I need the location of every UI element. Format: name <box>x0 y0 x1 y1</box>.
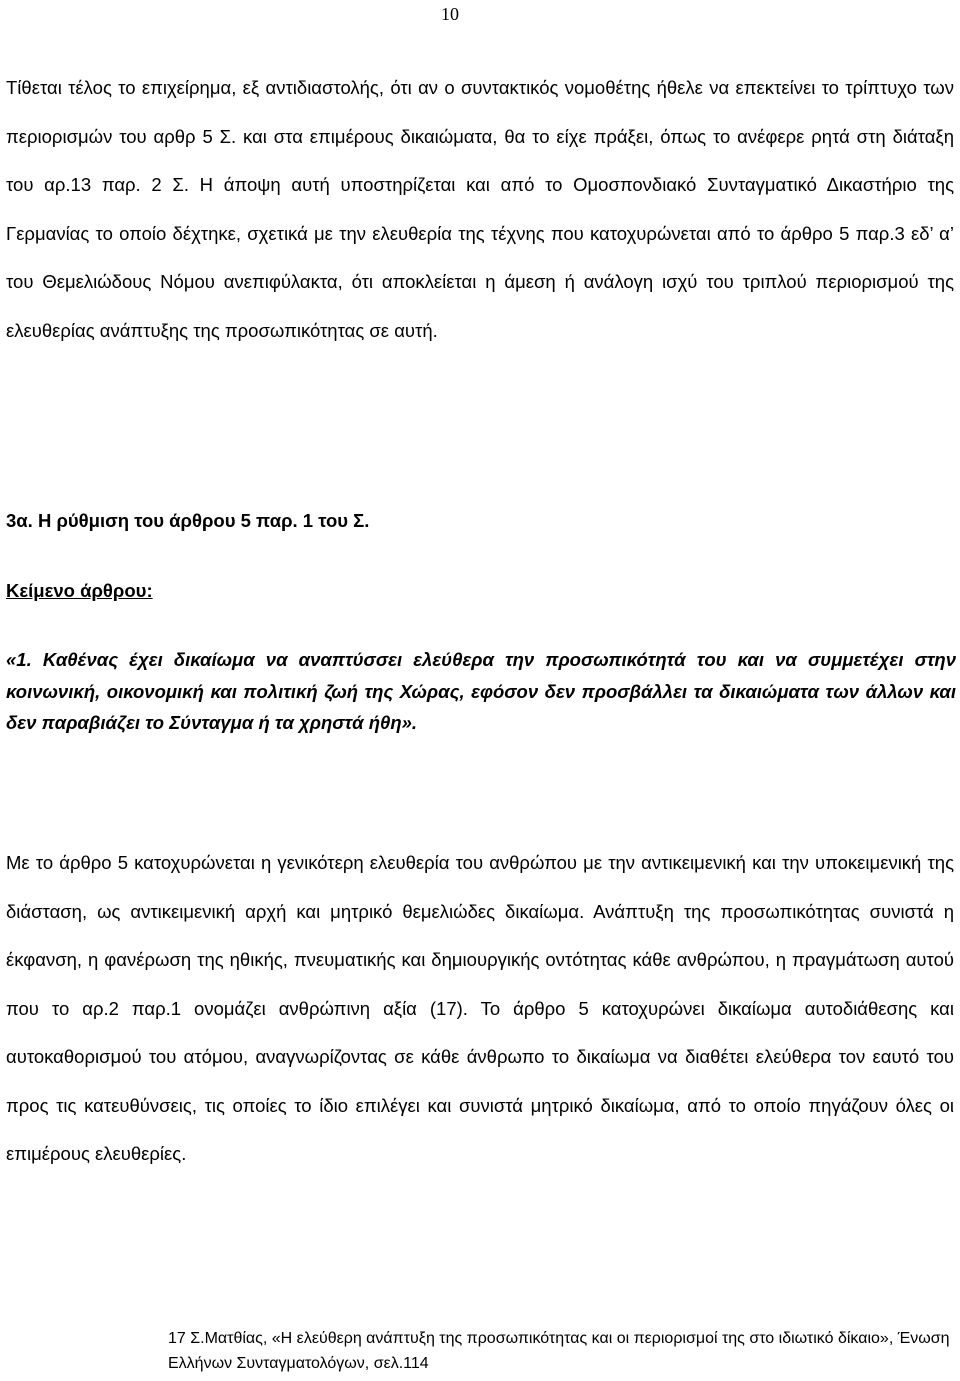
article-text-heading: Κείμενο άρθρου: <box>6 580 153 601</box>
article-quote: «1. Καθένας έχει δικαίωμα να αναπτύσσει ελεύθερα την προσωπικότητά του και να συμμετέχει στην κοινωνική, οικονομική και πολιτική ζωή της Χώρας, εφόσον δεν προσβάλλει τα δικαιώματα των άλλων και δεν παραβιάζει το Σύνταγμα ή τα χρηστά ήθη». <box>6 649 956 733</box>
body-paragraph-2: Με το άρθρο 5 κατοχυρώνεται η γενικότερη ελευθερία του ανθρώπου με την αντικειμενική και την υποκειμενική της διάσταση, ως αντικειμενική αρχή και μητρικό θεμελιώδες δικαίωμα. Ανάπτυξη της προσωπικότητας συνιστά η έκφανση, η φανέρωση της ηθικής, πνευματικής και δημιουργικής οντότητας κάθε ανθρώπου, η πραγμάτωση αυτού που το αρ.2 παρ.1 ονομάζει ανθρώπινη αξία (17). Το άρθρο 5 κατοχυρώνει δικαίωμα αυτοδιάθεσης και αυτοκαθορισμού του ατόμου, αναγνωρίζοντας σε κάθε άνθρωπο το δικαίωμα να διαθέτει ελεύθερα τον εαυτό του προς τις κατευθύνσεις, τις οποίες το ίδιο επιλέγει και συνιστά μητρικό δικαίωμα, από το οποίο πηγάζουν όλες οι επιμέρους ελευθερίες. <box>6 852 954 1164</box>
page-number: 10 <box>441 4 459 24</box>
section-heading: 3α. Η ρύθμιση του άρθρου 5 παρ. 1 του Σ. <box>6 510 370 531</box>
footnote: 17 Σ.Ματθίας, «Η ελεύθερη ανάπτυξη της προσωπικότητας και οι περιορισμοί της στο ιδιωτικό δίκαιο», Ένωση Ελλήνων Συνταγματολόγων, σελ.114 <box>168 1330 950 1372</box>
body-paragraph-1: Τίθεται τέλος το επιχείρημα, εξ αντιδιαστολής, ότι αν ο συντακτικός νομοθέτης ήθελε να επεκτείνει το τρίπτυχο των περιορισμών του αρθρ 5 Σ. και στα επιμέρους δικαιώματα, θα το είχε πράξει, όπως το ανέφερε ρητά στη διάταξη του αρ.13 παρ. 2 Σ. Η άποψη αυτή υποστηρίζεται και από το Ομοσπονδιακό Συνταγματικό Δικαστήριο της Γερμανίας το οποίο δέχτηκε, σχετικά με την ελευθερία της τέχνης που κατοχυρώνεται από το άρθρο 5 παρ.3 εδ’ α’ του Θεμελιώδους Νόμου ανεπιφύλακτα, ότι αποκλείεται η άμεση ή ανάλογη ισχύ του τριπλού περιορισμού της ελευθερίας ανάπτυξης της προσωπικότητας σε αυτή. <box>6 77 954 341</box>
